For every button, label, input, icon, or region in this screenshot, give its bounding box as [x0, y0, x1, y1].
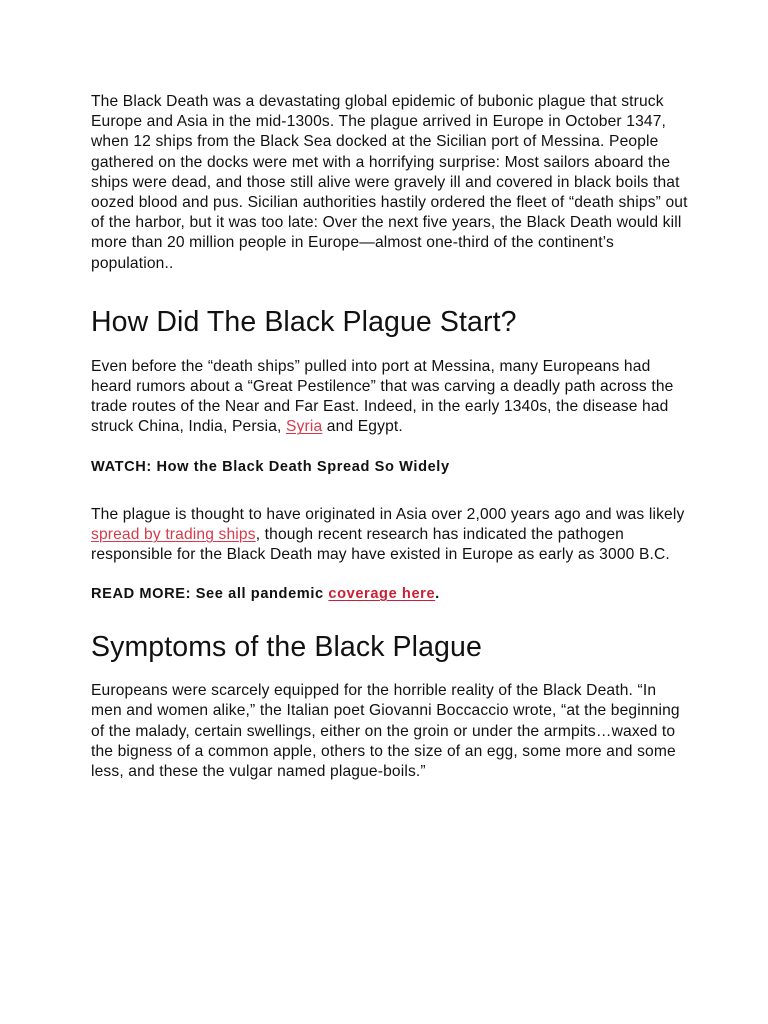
watch-callout: WATCH: How the Black Death Spread So Widely — [91, 458, 450, 475]
intro-paragraph: The Black Death was a devastating global epidemic of bubonic plague that struck Europe and Asia in the mid-1300s. The plague arrived in Europe in October 1347, when 12 ships from the Black Sea docked at the Sicilian port of Messina. People gathered on the docks were met with a horrifying surprise: Most sailors aboard the ships were dead, and those still alive were gravely ill and covered in black boils that oozed blood and pus. Sicilian authorities hastily ordered the fleet of “death ships” out of the harbor, but it was too late: Over the next five years, the Black Death would kill more than 20 million people in Europe—almost one-third of the continent’s population.. — [91, 93, 688, 272]
section-heading-start: How Did The Black Plague Start? — [91, 305, 517, 338]
trading-ships-link[interactable]: spread by trading ships — [91, 525, 256, 543]
read-more-prefix: READ MORE: See all pandemic — [91, 586, 329, 603]
asia-text-before: The plague is thought to have originated in Asia over 2,000 years ago and was likely — [91, 505, 685, 523]
asia-text-after: , though recent research has indicated the pathogen responsible for the Black Death may have existed in Europe as early as 3000 B.C. — [91, 525, 670, 564]
read-more-suffix: . — [435, 586, 440, 603]
read-more-callout — [91, 584, 691, 604]
origins-paragraph — [91, 357, 691, 438]
origins-text-after: and Egypt. — [322, 418, 403, 436]
coverage-link[interactable]: coverage here — [328, 586, 436, 603]
section-heading-symptoms: Symptoms of the Black Plague — [91, 631, 482, 664]
asia-origin-paragraph — [91, 505, 691, 566]
origins-text-before: Even before the “death ships” pulled into port at Messina, many Europeans had heard rumors about a “Great Pestilence” that was carving a deadly path across the trade routes of the Near and Far East. Indeed, in the early 1340s, the disease had struck China, India, Persia, — [91, 357, 674, 436]
symptoms-paragraph: Europeans were scarcely equipped for the horrible reality of the Black Death. “In men and women alike,” the Italian poet Giovanni Boccaccio wrote, “at the beginning of the malady, certain swellings, either on the groin or under the armpits…waxed to the bigness of a common apple, others to the size of an egg, some more and some less, and these the vulgar named plague-boils.” — [91, 682, 680, 781]
document-page — [91, 92, 691, 782]
syria-link[interactable]: Syria — [286, 418, 323, 436]
